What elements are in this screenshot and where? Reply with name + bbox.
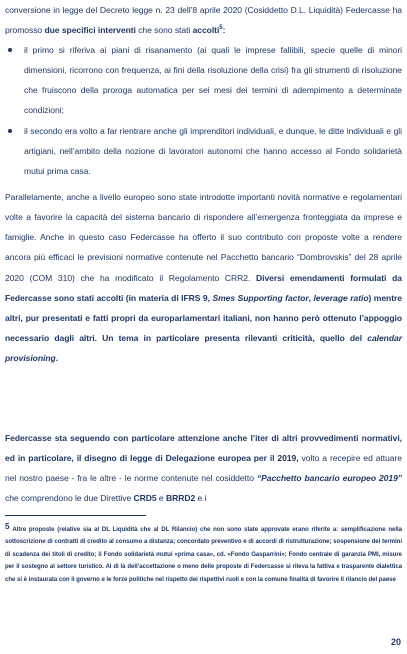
- intro-bold-interventions: due specifici interventi: [44, 25, 136, 36]
- list-item: il primo si riferiva ai piani di risanamento (ai quali le imprese fallibili, specie quelle di minori dimensioni, ricorrono con frequenza, ai fini della risoluzione della crisi) fra gli strumenti di risoluzione che fruiscono della proroga automatica per sei mesi dei termini di adempimento a determinate condizioni;: [5, 40, 402, 121]
- intro-paragraph: [5, 0, 402, 40]
- footnote: [5, 521, 402, 586]
- intro-bold-accepted: accolti$^5$:: [192, 25, 226, 36]
- term-pacchetto-bancario: “Pacchetto bancario europeo 2019”: [256, 473, 402, 484]
- footnote-text: Altre proposte (relative sia al DL Liquidità che al DL Rilancio) che non sono state approvate erano riferite a: semplificazione nella sottoscrizione di contratti di credito al consumo a distanza; concordato preventivo e di accordi di ristrutturazione; sospensione dei termini di scadenza dei titoli di credito; il Fondo solidarietà mutui «prima casa», cd. «Fondo Gasparrini»; Fondo centrale di garanzia PMI, misure per il sostegno al settore turistico. Al di là dell’accettazione o meno delle proposte di Federcasse si rileva la fattiva e trasparente dialettica che si è instaurata con il governo e le forze politiche nel rispetto dei rispettivi ruoli e con la comune finalità di favorire il rilancio del paese: [5, 526, 402, 583]
- page-number: 20: [390, 637, 401, 647]
- list-item: il secondo era volto a far rientrare anche gli imprenditori individuali, e dunque, le ditte individuali e gli artigiani, nell’ambito della nozione di lavoratori autonomi che hanno accesso al Fondo solidarietà mutui prima casa.: [5, 121, 402, 181]
- legislative-iter-paragraph: Federcasse sta seguendo con particolare attenzione anche l’iter di altri provvedimenti normativi, ed in particolare, il disegno di legge di Delegazione europea per il 2019, volto a recepire ed attuare nel nostro paese - fra le altre - le norme contenute nel cosiddetto “Pacchetto bancario europeo 2019” che comprendono le due Direttive CRD5 e BRRD2 e i: [5, 433, 402, 504]
- footnote-divider: [5, 515, 146, 516]
- intro-text: conversione in legge del Decreto legge n. 23 dell’8 aprile 2020 (Cosiddetto D.L. Liquidità) Federcasse ha promosso: [5, 5, 402, 36]
- term-brrd2: BRRD2: [165, 493, 196, 504]
- european-level-paragraph: Parallelamente, anche a livello europeo sono state introdotte importanti novità normative e regolamentari volte a favorire la capacità del sistema bancario di rispondere all’emergenza fronteggiata da imprese e famiglie. Anche in questo caso Federcasse ha offerto il suo contributo con proposte volte a rendere ancora più efficaci le previsioni normative contenute nel Pacchetto bancario “Dombrovskis” del 28 aprile 2020 (COM 310) che ha modificato il Regolamento CRR2. Diversi emendamenti formulati da Federcasse sono stati accolti (in materia di IFRS 9, Smes Supporting factor, leverage ratio) mentre altri, pur presentati e fatti propri da europarlamentari italiani, non hanno però ottenuto l’appoggio necessario dagli altri. Un tema in particolare presenta rilevanti criticità, quello del calendar provisioning.: [5, 192, 402, 364]
- footnote-number: 5: [5, 522, 10, 531]
- footnote-reference[interactable]: 5: [219, 25, 223, 32]
- bullet-icon: [8, 129, 12, 133]
- term-calendar-provisioning: calendar provisioning: [5, 333, 402, 364]
- intro-text: che sono stati: [135, 25, 193, 36]
- term-leverage-ratio: leverage ratio: [313, 292, 369, 303]
- bullet-icon: [8, 48, 12, 52]
- term-crd5: CRD5: [133, 493, 157, 504]
- term-smes-supporting-factor: Smes Supporting factor: [212, 292, 309, 303]
- bullet-list: [5, 40, 402, 181]
